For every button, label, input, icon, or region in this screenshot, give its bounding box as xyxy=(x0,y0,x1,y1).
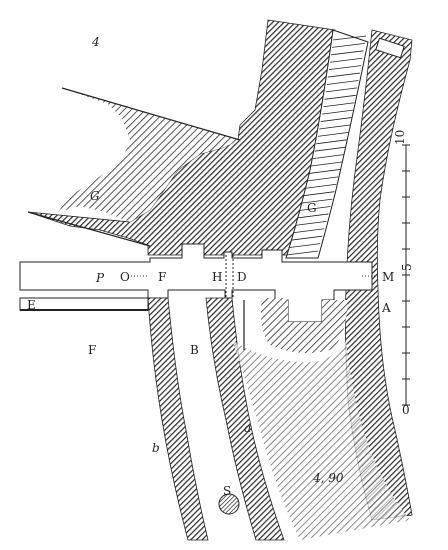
figure-number: 4 xyxy=(92,35,100,49)
dimension-note: 4, 90 xyxy=(313,471,344,485)
label-a-lower: a xyxy=(244,421,252,435)
label-d: D xyxy=(237,270,247,284)
label-s: S xyxy=(223,484,232,498)
passage-e xyxy=(20,298,148,310)
scale-bar xyxy=(402,145,410,405)
label-b-lower: b xyxy=(152,441,160,455)
label-g-upper: G xyxy=(90,189,100,203)
label-g-stair: G xyxy=(307,201,317,215)
scale-label-mid: 5 xyxy=(400,263,414,271)
label-o: O xyxy=(120,270,130,284)
label-f-mid: F xyxy=(158,270,167,284)
label-m: M xyxy=(382,270,395,284)
band-b-outer xyxy=(148,298,208,540)
label-b-upper: B xyxy=(190,343,199,357)
label-f-left: F xyxy=(88,343,97,357)
label-e: E xyxy=(27,298,36,312)
scale-label-bottom: 0 xyxy=(402,403,410,417)
label-h: H xyxy=(212,270,223,284)
label-p: P xyxy=(96,271,105,285)
label-a: A xyxy=(382,301,391,315)
scale-label-top: 10 xyxy=(393,129,407,145)
